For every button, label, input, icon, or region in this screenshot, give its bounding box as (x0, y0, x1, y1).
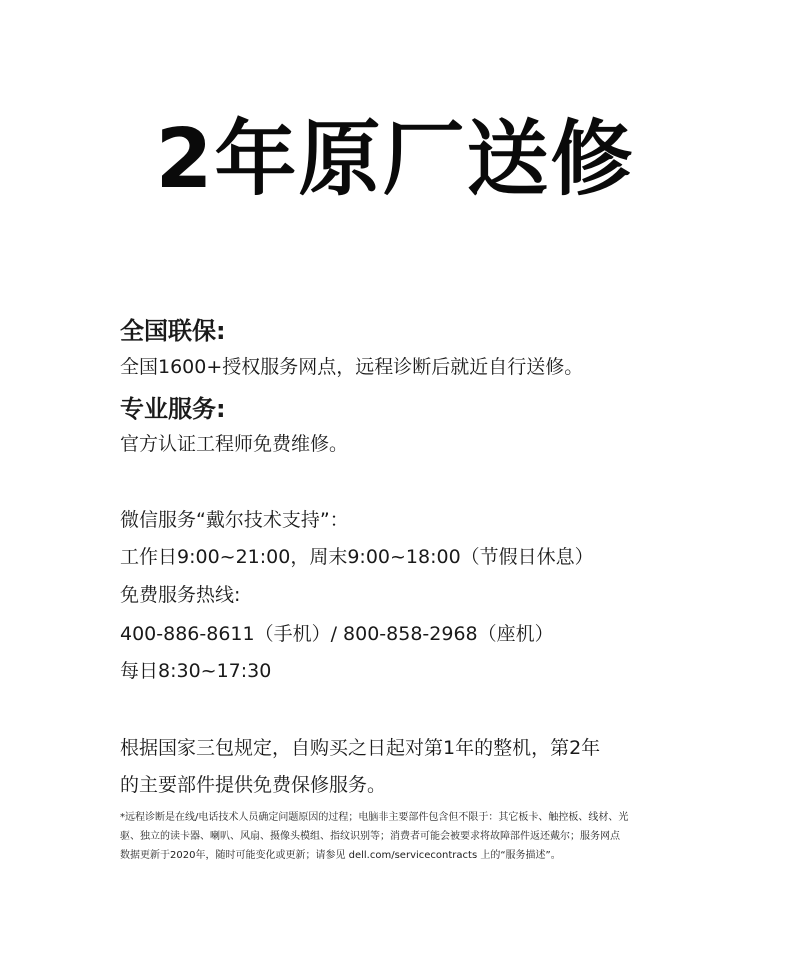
policy-line-1: 根据国家三包规定，自购买之日起对第1年的整机，第2年 (120, 737, 601, 759)
footnote-line-1: *远程诊断是在线/电话技术人员确定问题原因的过程；电脑非主要部件包含但不限于：其它板卡、触控板、线材、光 (120, 812, 629, 823)
section-heading-professional: 专业服务: (120, 395, 226, 423)
section-heading-nationwide: 全国联保: (120, 317, 226, 345)
wechat-service-hours: 工作日9:00~21:00，周末9:00~18:00（节假日休息） (120, 546, 594, 568)
hotline-label: 免费服务热线: (120, 584, 241, 606)
section-text-professional: 官方认证工程师免费维修。 (120, 433, 349, 455)
section-text-nationwide: 全国1600+授权服务网点，远程诊断后就近自行送修。 (120, 356, 584, 378)
hotline-hours: 每日8:30~17:30 (120, 660, 272, 682)
wechat-service-label: 微信服务“戴尔技术支持”： (120, 509, 349, 531)
hotline-numbers: 400-886-8611（手机）/ 800-858-2968（座机） (120, 623, 554, 645)
footnote-line-3: 数据更新于2020年，随时可能变化或更新；请参见 dell.com/servicecontracts 上的“服务描述”。 (120, 850, 561, 861)
page-title: 2年原厂送修 (155, 112, 635, 207)
footnote-line-2: 驱、独立的读卡器、喇叭、风扇、摄像头模组、指纹识别等；消费者可能会被要求将故障部件返还戴尔；服务网点 (120, 831, 620, 842)
policy-line-2: 的主要部件提供免费保修服务。 (120, 774, 387, 796)
footnote (120, 808, 680, 865)
